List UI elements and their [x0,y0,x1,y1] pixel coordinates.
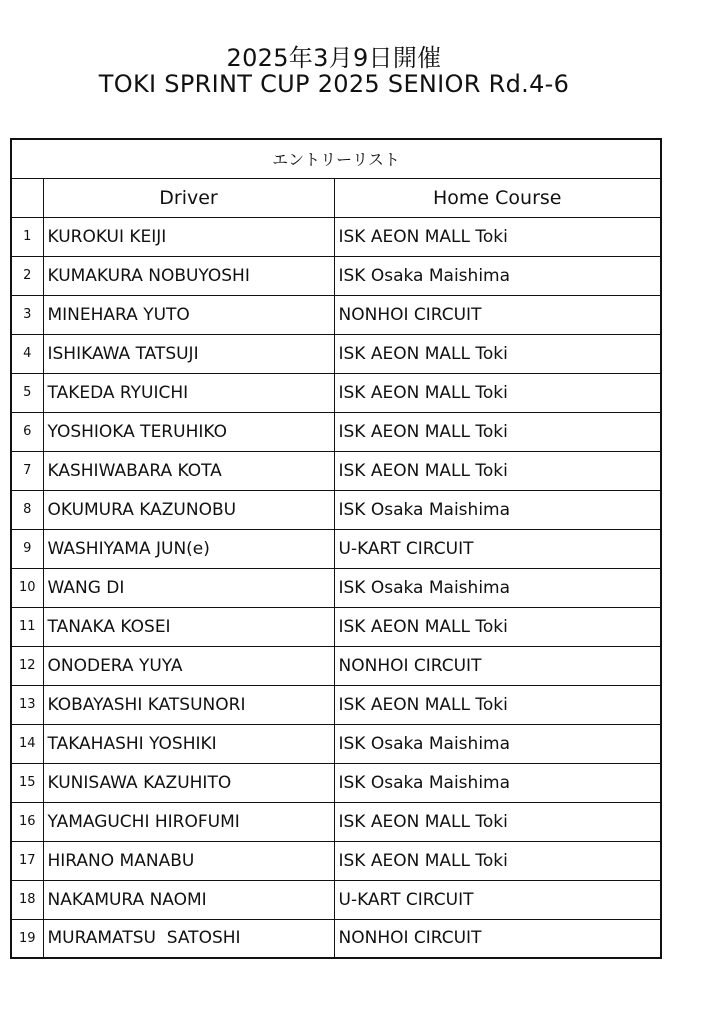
table-row [11,763,661,802]
driver-name-cell: KUROKUI KEIJI [43,217,334,256]
home-course-cell: U-KART CIRCUIT [334,529,661,568]
driver-name-cell: WASHIYAMA JUN(e) [43,529,334,568]
entry-number-cell: 5 [11,373,43,412]
document-date-heading: 2025年3月9日開催 [226,44,442,72]
home-course-cell: NONHOI CIRCUIT [334,919,661,958]
column-header-number [11,178,43,217]
home-course-cell: ISK Osaka Maishima [334,763,661,802]
table-row [11,919,661,958]
entry-number-cell: 17 [11,841,43,880]
table-row [11,373,661,412]
entry-number-cell: 3 [11,295,43,334]
driver-name-cell: HIRANO MANABU [43,841,334,880]
entry-number-cell: 19 [11,919,43,958]
home-course-cell: ISK Osaka Maishima [334,490,661,529]
home-course-cell: ISK AEON MALL Toki [334,217,661,256]
home-course-cell: U-KART CIRCUIT [334,880,661,919]
entry-number-cell: 11 [11,607,43,646]
entry-number-cell: 2 [11,256,43,295]
home-course-cell: ISK AEON MALL Toki [334,802,661,841]
driver-name-cell: KUNISAWA KAZUHITO [43,763,334,802]
home-course-cell: ISK AEON MALL Toki [334,841,661,880]
driver-name-cell: TANAKA KOSEI [43,607,334,646]
table-row [11,568,661,607]
entry-number-cell: 10 [11,568,43,607]
document-event-title: TOKI SPRINT CUP 2025 SENIOR Rd.4-6 [98,70,570,98]
entry-list-table [10,138,662,959]
entry-number-cell: 15 [11,763,43,802]
driver-name-cell: NAKAMURA NAOMI [43,880,334,919]
entry-number-cell: 1 [11,217,43,256]
driver-name-cell: MINEHARA YUTO [43,295,334,334]
table-row [11,295,661,334]
home-course-cell: ISK AEON MALL Toki [334,373,661,412]
driver-name-cell: KOBAYASHI KATSUNORI [43,685,334,724]
home-course-cell: ISK AEON MALL Toki [334,412,661,451]
entry-number-cell: 14 [11,724,43,763]
column-header-driver: Driver [43,178,334,217]
table-row [11,451,661,490]
home-course-cell: ISK AEON MALL Toki [334,451,661,490]
driver-name-cell: KUMAKURA NOBUYOSHI [43,256,334,295]
table-row [11,490,661,529]
driver-name-cell: ONODERA YUYA [43,646,334,685]
driver-name-cell: WANG DI [43,568,334,607]
entry-number-cell: 6 [11,412,43,451]
entry-number-cell: 12 [11,646,43,685]
driver-name-cell: TAKEDA RYUICHI [43,373,334,412]
driver-name-cell: YAMAGUCHI HIROFUMI [43,802,334,841]
entry-number-cell: 16 [11,802,43,841]
table-row [11,880,661,919]
driver-name-cell: KASHIWABARA KOTA [43,451,334,490]
table-row [11,412,661,451]
table-row [11,802,661,841]
table-row [11,334,661,373]
driver-name-cell: YOSHIOKA TERUHIKO [43,412,334,451]
table-row [11,529,661,568]
entry-number-cell: 8 [11,490,43,529]
table-row [11,256,661,295]
table-caption: エントリーリスト [11,139,661,178]
table-row [11,217,661,256]
table-row [11,646,661,685]
entry-number-cell: 18 [11,880,43,919]
home-course-cell: ISK Osaka Maishima [334,568,661,607]
table-header-row [11,178,661,217]
driver-name-cell: MURAMATSU SATOSHI [43,919,334,958]
entry-number-cell: 4 [11,334,43,373]
home-course-cell: NONHOI CIRCUIT [334,646,661,685]
home-course-cell: ISK AEON MALL Toki [334,685,661,724]
home-course-cell: ISK Osaka Maishima [334,724,661,763]
entry-number-cell: 7 [11,451,43,490]
home-course-cell: ISK Osaka Maishima [334,256,661,295]
driver-name-cell: TAKAHASHI YOSHIKI [43,724,334,763]
home-course-cell: ISK AEON MALL Toki [334,607,661,646]
table-row [11,724,661,763]
home-course-cell: NONHOI CIRCUIT [334,295,661,334]
entry-number-cell: 9 [11,529,43,568]
driver-name-cell: OKUMURA KAZUNOBU [43,490,334,529]
entry-number-cell: 13 [11,685,43,724]
entry-rows [11,217,661,958]
driver-name-cell: ISHIKAWA TATSUJI [43,334,334,373]
table-row [11,607,661,646]
home-course-cell: ISK AEON MALL Toki [334,334,661,373]
column-header-home-course: Home Course [334,178,661,217]
table-caption-row [11,139,661,178]
table-row [11,841,661,880]
table-row [11,685,661,724]
